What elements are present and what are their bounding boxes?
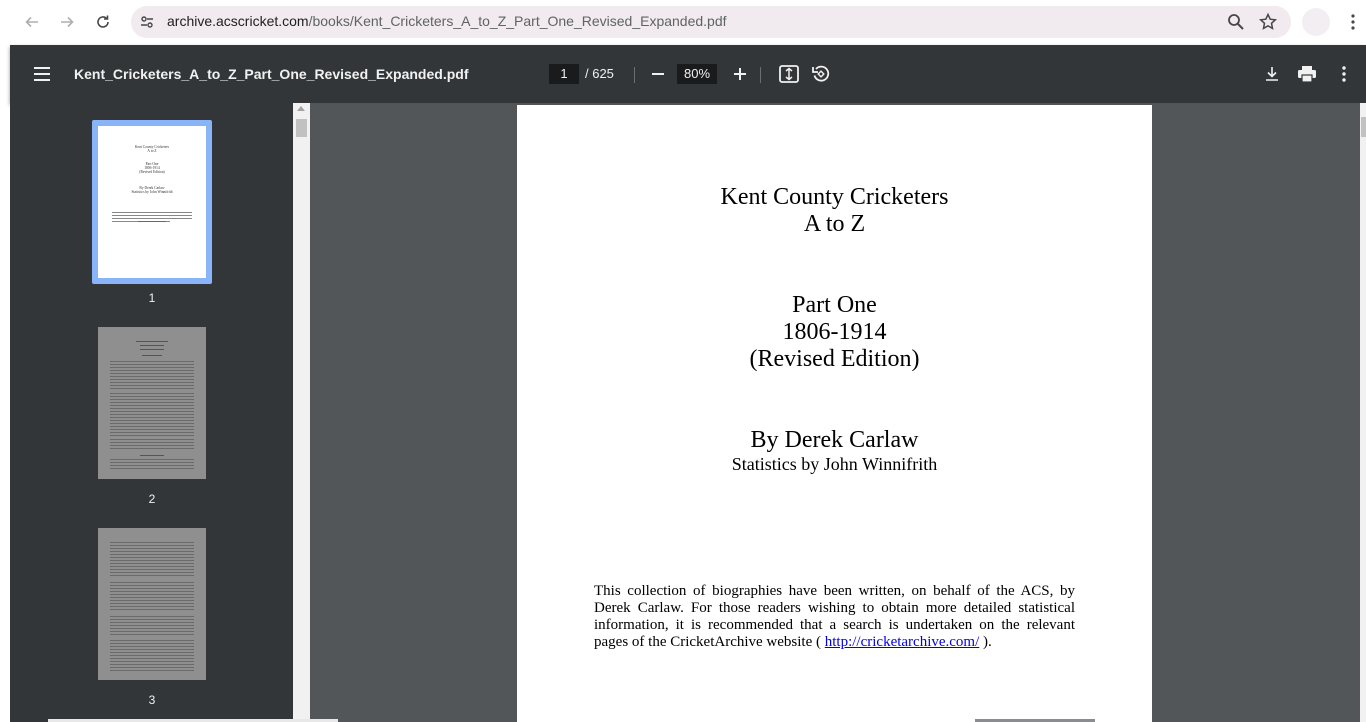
printer-icon: [1297, 65, 1317, 83]
author-line: By Derek Carlaw: [750, 427, 919, 453]
sidebar-toggle-button[interactable]: [30, 62, 54, 86]
rotate-button[interactable]: [809, 62, 833, 86]
plus-icon: [733, 67, 747, 81]
fit-to-page-button[interactable]: [777, 62, 801, 86]
bookmark-button[interactable]: [1258, 12, 1278, 32]
part-line-2: 1806-1914: [782, 319, 887, 345]
toolbar-divider: [634, 67, 635, 83]
page-thumbnail-2[interactable]: [98, 327, 206, 479]
magnifier-icon: [1226, 12, 1246, 32]
title-line-2: A to Z: [803, 211, 866, 237]
zoom-level-input[interactable]: 80%: [677, 64, 717, 84]
download-icon: [1264, 66, 1280, 82]
part-line-3: (Revised Edition): [749, 346, 920, 372]
back-button[interactable]: [18, 8, 46, 36]
site-info-button[interactable]: [137, 12, 157, 32]
scroll-up-arrow-icon[interactable]: [297, 106, 305, 111]
cricketarchive-link[interactable]: http://cricketarchive.com/: [824, 634, 980, 650]
sidebar-scrollbar[interactable]: [293, 103, 310, 722]
pdf-page-1: [517, 105, 1152, 722]
browser-menu-button[interactable]: [1343, 10, 1363, 34]
url-domain: archive.acscricket.com: [167, 13, 309, 29]
reload-icon: [95, 14, 111, 30]
tune-icon: [139, 14, 155, 30]
forward-button[interactable]: [53, 8, 81, 36]
document-viewport[interactable]: [310, 103, 1360, 722]
rotate-icon: [811, 64, 831, 84]
thumbnail-label: 1: [148, 291, 156, 305]
arrow-left-icon: [24, 14, 40, 30]
intro-paragraph: [594, 583, 1075, 651]
arrow-right-icon: [59, 14, 75, 30]
page-number-input[interactable]: 1: [549, 64, 579, 84]
browser-toolbar: [0, 0, 1366, 45]
menu-icon: [33, 67, 51, 81]
thumbnail-sidebar: [10, 103, 293, 722]
profile-avatar[interactable]: [1302, 8, 1330, 36]
url-path: /books/Kent_Cricketers_A_to_Z_Part_One_Revised_Expanded.pdf: [308, 13, 727, 29]
intro-text: This collection of biographies have been written, on behalf of the ACS, by Derek Carlaw. For those readers wishing to obtain more detailed statistical information, it is recommended that a search is undertaken on the relevant pages of the CricketArchive website (: [594, 583, 1075, 650]
title-line-1: Kent County Cricketers: [720, 184, 949, 210]
document-title: Kent_Cricketers_A_to_Z_Part_One_Revised_Expanded.pdf: [74, 66, 469, 82]
sidebar-scrollbar-thumb[interactable]: [296, 119, 307, 137]
address-bar[interactable]: [131, 6, 1291, 38]
zoom-out-button[interactable]: [646, 62, 670, 86]
pdf-toolbar: [10, 45, 1366, 103]
reload-button[interactable]: [89, 8, 117, 36]
page-total: / 625: [585, 66, 614, 81]
more-actions-button[interactable]: [1332, 62, 1356, 86]
intro-end: ).: [983, 634, 992, 650]
zoom-indicator-button[interactable]: [1226, 12, 1246, 32]
print-button[interactable]: [1295, 62, 1319, 86]
part-line-1: Part One: [792, 292, 877, 318]
thumbnail-label: 3: [148, 693, 156, 707]
statistics-credit: Statistics by John Winnifrith: [731, 454, 938, 474]
toolbar-divider: [760, 67, 761, 83]
zoom-in-button[interactable]: [728, 62, 752, 86]
url-text[interactable]: [167, 13, 727, 29]
download-button[interactable]: [1260, 62, 1284, 86]
more-vert-icon: [1342, 66, 1346, 82]
thumbnail-label: 2: [148, 492, 156, 506]
page-thumbnail-1[interactable]: Kent County Cricketers A to Z Part One 1806-1914 (Revised Edition) By Derek Carlaw Statistics by John Winnifrith: [98, 126, 206, 278]
document-scrollbar[interactable]: [1360, 103, 1366, 722]
minus-icon: [651, 67, 665, 81]
window-edge: [0, 45, 10, 722]
page-thumbnail-3[interactable]: [98, 528, 206, 680]
star-icon: [1258, 12, 1278, 32]
document-scrollbar-thumb[interactable]: [1361, 117, 1366, 137]
more-vert-icon: [1351, 14, 1355, 30]
fit-page-icon: [779, 65, 799, 83]
